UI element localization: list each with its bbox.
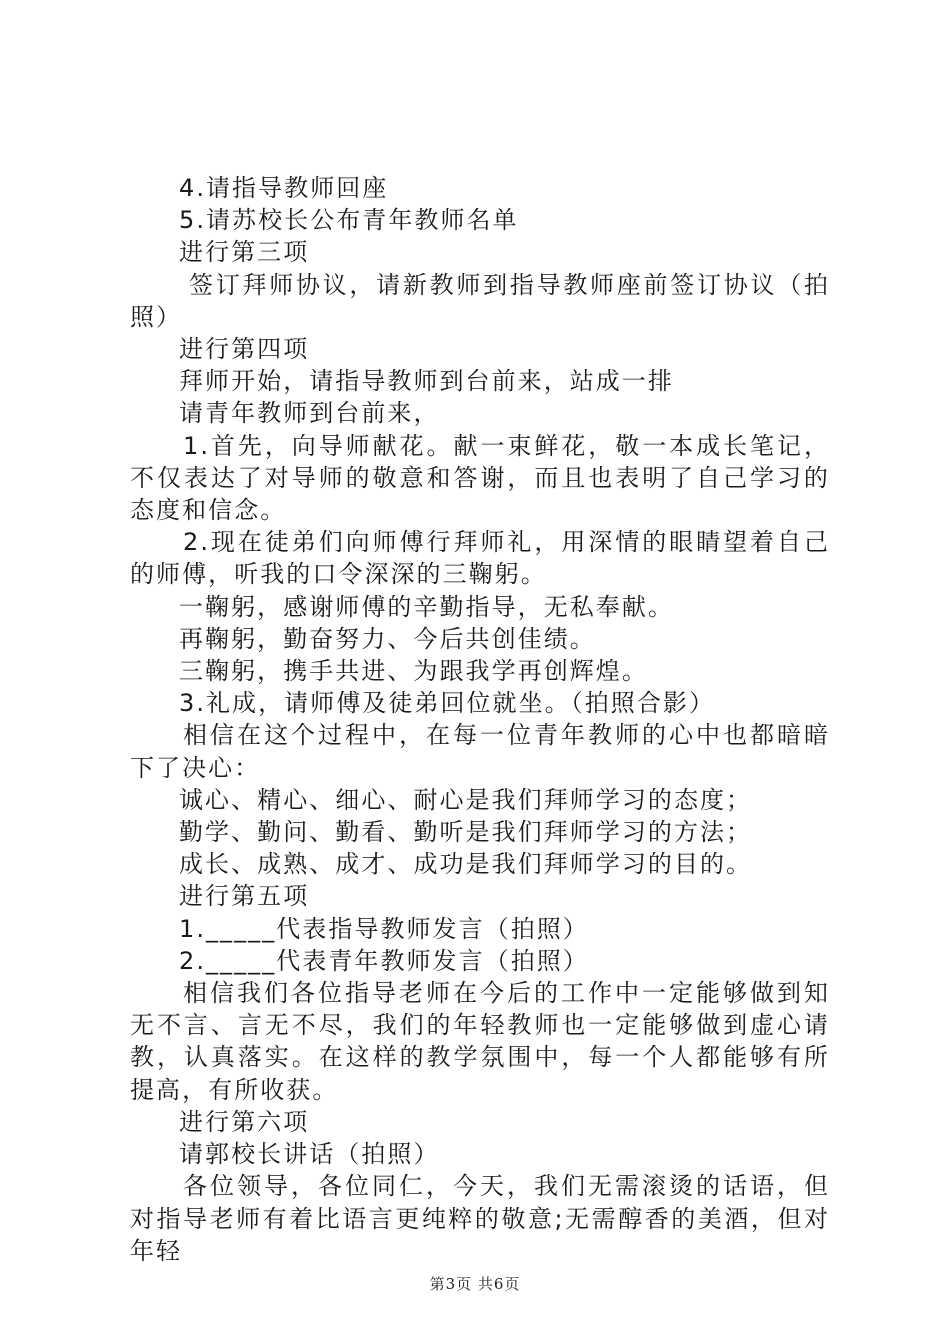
section-heading: 进行第五项 <box>179 882 310 911</box>
paragraph: 三鞠躬，携手共进、为跟我学再创辉煌。 <box>179 657 648 686</box>
paragraph: 请青年教师到台前来， <box>179 399 440 428</box>
section-heading: 进行第三项 <box>179 238 310 267</box>
paragraph: 相信在这个过程中，在每一位青年教师的心中也都暗暗下了决心： <box>130 721 830 782</box>
paragraph: 签订拜师协议，请新教师到指导教师座前签订协议（拍照） <box>130 270 830 331</box>
paragraph: 1.首先，向导师献花。献一束鲜花，敬一本成长笔记，不仅表达了对导师的敬意和答谢，而且也表明了自己学习的态度和信念。 <box>130 431 830 525</box>
page-number-footer: 第3页 共6页 <box>429 1275 521 1293</box>
paragraph: 再鞠躬，勤奋努力、今后共创佳绩。 <box>179 624 596 653</box>
paragraph: 4.请指导教师回座 <box>179 174 389 202</box>
paragraph: 5.请苏校长公布青年教师名单 <box>179 206 519 235</box>
section-heading: 进行第四项 <box>179 335 310 364</box>
paragraph: 相信我们各位指导老师在今后的工作中一定能够做到知无不言、言无不尽，我们的年轻教师也一定能够做到虚心请教，认真落实。在这样的教学氛围中，每一个人都能够有所提高，有所收获。 <box>130 979 830 1104</box>
paragraph: 成长、成熟、成才、成功是我们拜师学习的目的。 <box>179 850 753 879</box>
paragraph: 2.现在徒弟们向师傅行拜师礼，用深情的眼睛望着自己的师傅，听我的口令深深的三鞠躬。 <box>130 528 830 589</box>
paragraph: 勤学、勤问、勤看、勤听是我们拜师学习的方法； <box>179 818 753 847</box>
paragraph: 请郭校长讲话（拍照） <box>179 1140 440 1169</box>
paragraph: 诚心、精心、细心、耐心是我们拜师学习的态度； <box>179 785 753 814</box>
paragraph: 1._____代表指导教师发言（拍照） <box>179 914 589 943</box>
document-body <box>130 172 830 1267</box>
paragraph: 3.礼成，请师傅及徒弟回位就坐。（拍照合影） <box>179 689 715 718</box>
paragraph: 2._____代表青年教师发言（拍照） <box>179 946 589 975</box>
paragraph: 一鞠躬，感谢师傅的辛勤指导，无私奉献。 <box>179 592 674 621</box>
section-heading: 进行第六项 <box>179 1107 310 1136</box>
paragraph: 各位领导，各位同仁，今天，我们无需滚烫的话语，但对指导老师有着比语言更纯粹的敬意;无需醇香的美酒，但对年轻 <box>130 1172 830 1265</box>
paragraph: 拜师开始，请指导教师到台前来，站成一排 <box>179 367 674 396</box>
